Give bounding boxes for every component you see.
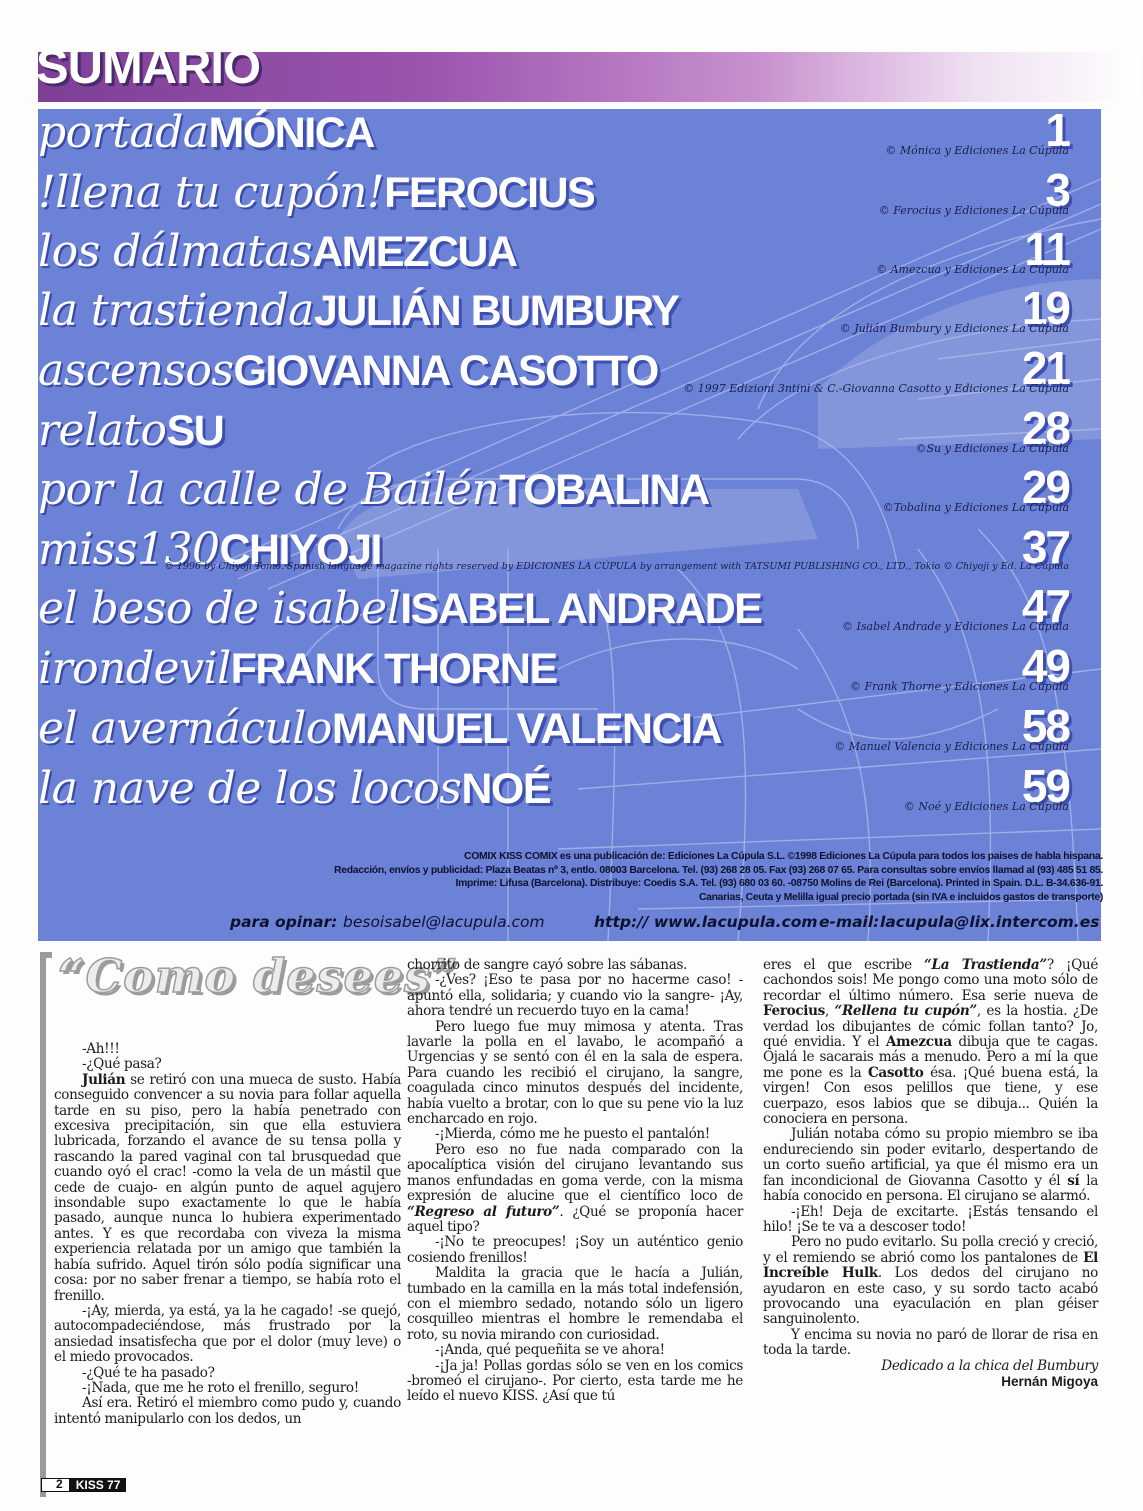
toc-credit: ©Tobalina y Ediciones La Cúpula	[882, 501, 1069, 514]
author-signature: Hernán Migoya	[1001, 1373, 1098, 1389]
toc-author: GIOVANNA CASOTTO	[233, 347, 658, 395]
toc-entry[interactable]	[38, 760, 1101, 829]
toc-series: el beso de isabel	[38, 583, 401, 634]
paragraph	[407, 1143, 743, 1235]
imprint-line: Redacción, envíos y publicidad: Plaza Beatas nº 3, entlo. 08003 Barcelona. Tel. (93) 268 28 05. Fax (93) 268 07 65. Para consultas sobre envíos llamad al (93) 485 51 85.	[334, 864, 1103, 876]
toc-series: ascensos	[38, 345, 234, 396]
toc-author: SU	[166, 407, 224, 455]
paragraph	[763, 958, 1098, 1127]
paragraph: Así era. Retiró el miembro como pudo y, cuando intentó manipularlo con los dedos, un	[54, 1395, 401, 1427]
paragraph	[763, 1235, 1098, 1327]
toc-entry[interactable]	[38, 461, 1101, 530]
magazine-issue: KISS 77	[70, 1478, 127, 1492]
paragraph: -¡Anda, qué pequeñita se ve ahora!	[435, 1342, 665, 1359]
paragraph: -¿Qué pasa?	[82, 1056, 162, 1073]
email-label: e-mail:	[819, 913, 880, 931]
bold-name: Julián	[82, 1071, 126, 1088]
opinar-email-link[interactable]: besoisabel@lacupula.com	[343, 913, 545, 931]
toc-entry[interactable]	[38, 580, 1101, 649]
paragraph-text: , es la hostia. ¿De verdad los dibujantes de cómic follan tanto? Jo, qué envidia. Y el	[763, 1003, 1098, 1051]
toc-author: JULIÁN BUMBURY	[313, 287, 679, 335]
toc-author: FRANK THORNE	[230, 645, 557, 693]
paragraph-text: la había conocido en persona. El cirujano se alarmó.	[763, 1172, 1098, 1205]
paragraph-text: ? ¡Qué cachondos sois! Me pongo como una moto sólo de recordar el último número. Esa serie nueva de	[763, 957, 1099, 1004]
toc-entry[interactable]	[38, 342, 1101, 411]
toc-author: TOBALINA	[499, 466, 709, 514]
paragraph: Maldita la gracia que le hacía a Julián, tumbado en la camilla en la más total indefensión, con el miembro sedado, notando sólo un ligero cosquilleo mientras el hombre le remendaba el roto, su novia mirando con curiosidad.	[407, 1265, 743, 1343]
toc-series: el avernáculo	[38, 703, 332, 754]
paragraph: chorrito de sangre cayó sobre las sábanas.	[407, 957, 688, 973]
paragraph: -¡Ja ja! Pollas gordas sólo se ven en los comics -bromeó el cirujano-. Por cierto, esta tarde me he leído el nuevo KISS. ¿Así que tú	[407, 1357, 743, 1405]
toc-entry[interactable]	[38, 402, 1101, 471]
toc-credit: © Frank Thorne y Ediciones La Cúpula	[850, 680, 1069, 693]
toc-series: irondevil	[38, 643, 231, 694]
imprint-block	[334, 850, 1103, 904]
contact-email-link[interactable]: lacupula@lix.intercom.es	[880, 913, 1100, 931]
page-title: SUMARIO	[36, 41, 261, 94]
page-number: 2	[41, 1478, 70, 1492]
paragraph-text: Pero no pudo evitarlo. Su polla creció y creció, y el remiendo se abrió como los pantalones de	[763, 1234, 1098, 1266]
article-column-3	[763, 958, 1098, 1389]
toc-page-number: 59	[1021, 760, 1069, 812]
toc-series: miss130	[38, 524, 220, 575]
toc-credit: © Mónica y Ediciones La Cúpula	[885, 144, 1069, 157]
dedication: Dedicado a la chica del Bumbury	[881, 1357, 1098, 1374]
toc-author: MÓNICA	[208, 109, 374, 157]
paragraph	[763, 1127, 1098, 1204]
toc-page-number: 19	[1021, 282, 1069, 334]
article-column-2	[407, 958, 743, 1405]
article-title: “Como desees”	[52, 946, 464, 1006]
paragraph: -¡Nada, que me he roto el frenillo, seguro!	[82, 1379, 359, 1396]
imprint-line: Canarias, Ceuta y Melilla igual precio portada (sin IVA e incluidos gastos de transporte)	[698, 891, 1103, 903]
contact-row	[230, 913, 1098, 937]
paragraph-text: eres el que escribe	[763, 957, 925, 973]
paragraph-text: se retiró con una mueca de susto. Había conseguido convencer a su novia para follar aquella tarde en su piso, pero la había penetrado con excesiva precipitación, sin que ella estuviera lubricada, forzando el avance de su tensa polla y rascando la pared vaginal con tal brusquedad que cuando oyó el crac! -como la vela de un mástil que cede de cuajo- en algún punto de aquel agujero insondable supo exactamente lo que le había pasado, aunque nunca lo hubiera experimentado antes. Y es que recordaba con viveza la misma experiencia relatada por un amigo que también la había sufrido. Aquel tirón sólo podía significar una cosa: por no saber frenar a tiempo, se había roto el frenillo.	[54, 1071, 401, 1304]
toc-credit: © Ferocius y Ediciones La Cúpula	[878, 204, 1069, 217]
paragraph: -¡Mierda, cómo me he puesto el pantalón!	[435, 1126, 710, 1143]
toc-page-number: 58	[1021, 700, 1069, 752]
toc-entry[interactable]	[38, 700, 1101, 769]
paragraph	[54, 1073, 401, 1304]
toc-series: la trastienda	[38, 285, 314, 336]
toc-credit: ©Su y Ediciones La Cúpula	[915, 442, 1069, 455]
toc-credit: © 1997 Edizioni 3ntini & C.-Giovanna Casotto y Ediciones La Cúpula	[683, 382, 1069, 395]
bold-name: Amezcua	[885, 1034, 952, 1051]
toc-page-number: 49	[1021, 640, 1069, 692]
imprint-line: Imprime: Lifusa (Barcelona). Distribuye: Coedis S.A. Tel. (93) 680 03 60. -08750 Molins de Rei (Barcelona). Printed in Spain. D.L. B-34.636-91.	[455, 878, 1103, 889]
toc-series: portada	[38, 109, 209, 158]
series-title: “Rellena tu cupón”	[834, 1003, 977, 1020]
toc-entry[interactable]	[38, 640, 1101, 709]
toc-credit: © Noé y Ediciones La Cúpula	[903, 800, 1069, 813]
toc-credit: © Julián Bumbury y Ediciones La Cúpula	[839, 322, 1069, 335]
bold-name: Ferocius	[763, 1003, 825, 1020]
paragraph-text: Julián notaba cómo su propio miembro se iba endureciendo sin poder evitarlo, despertando de un corto sueño artificial, ya que él mismo era un fan incondicional de Giovanna Casotto y él	[763, 1126, 1098, 1189]
paragraph: Pero luego fue muy mimosa y atenta. Tras lavarle la polla en el lavabo, le acompañó a Urgencias y se sentó con él en la sala de espera. Para cuando les recibió el cirujano, la sangre, coagulada cinco minutos después del incidente, había vuelto a brotar, con lo que su pene vio la luz encharcado en rojo.	[407, 1018, 743, 1128]
paragraph: -¡Eh! Deja de excitarte. ¡Estás tensando el hilo! ¡Se te va a descoser todo!	[763, 1203, 1098, 1235]
toc-author: CHIYOJI	[219, 526, 381, 574]
imprint-line: COMIX KISS COMIX es una publicación de: Ediciones La Cúpula S.L. ©1998 Ediciones La Cúpula para todos los paises de habla hispana.	[463, 851, 1103, 862]
paragraph-text: ésa. ¡Qué buena está, la virgen! Con esos pelillos que tiene, y ese cuerpazo, esos labios que se dibuja... Quién la conociera en persona.	[763, 1064, 1098, 1128]
toc-entry[interactable]	[38, 282, 1101, 351]
paragraph: Y encima su novia no paró de llorar de risa en toda la tarde.	[763, 1326, 1098, 1359]
toc-page-number: 37	[1021, 521, 1069, 573]
toc-series: los dálmatas	[38, 226, 313, 277]
toc-entry[interactable]	[38, 164, 1101, 233]
paragraph-text: ,	[824, 1003, 835, 1020]
website-link[interactable]: http:// www.lacupula.com	[594, 913, 818, 931]
toc-series: la nave de los locos	[38, 763, 462, 814]
toc-author: NOÉ	[461, 765, 551, 813]
paragraph-text: dibuja que te cagas. Ojalá le sacarais más a menudo. Pero a mí la que me pone es la	[763, 1034, 1099, 1081]
toc-entry[interactable]	[38, 223, 1101, 292]
paragraph: -¿Ves? ¡Eso te pasa por no hacerme caso! -apuntó ella, solidaria; y cuando vio la sangre- ¡Ay, ahora tendré un recuerdo tuyo en la cama!	[407, 972, 743, 1020]
toc-credit: © Amezcua y Ediciones La Cúpula	[876, 263, 1069, 276]
toc-credit: © Isabel Andrade y Ediciones La Cúpula	[842, 620, 1069, 633]
paragraph: -¿Qué te ha pasado?	[82, 1364, 215, 1381]
opinar-label: para opinar:	[230, 913, 338, 931]
toc-page-number: 29	[1021, 461, 1069, 513]
series-title: “La Trastienda”	[924, 957, 1047, 973]
paragraph-text: . Los dedos del cirujano no ayudaron en este caso, y su sordo tacto acabó provocando una eyaculación en plan géiser sanguinolento.	[763, 1265, 1098, 1328]
paragraph: -Ah!!!	[82, 1041, 120, 1057]
toc-page-number: 21	[1021, 342, 1069, 394]
toc-page-number: 11	[1024, 223, 1069, 275]
toc-page-number: 1	[1045, 109, 1069, 156]
toc-entry[interactable]	[38, 111, 1101, 173]
toc-author: FEROCIUS	[384, 169, 595, 217]
toc-author: ISABEL ANDRADE	[400, 585, 762, 633]
toc-page-number: 3	[1045, 164, 1069, 216]
toc-page-number: 47	[1021, 580, 1069, 632]
paragraph-text: Pero eso no fue nada comparado con la apocalíptica visión del cirujano levantando sus manos enfundadas en goma verde, con la misma expresión de alucine que el científico loco de	[407, 1141, 743, 1205]
toc-credit: © 1996 by Chiyoji Tomo. Spanish language magazine rights reserved by EDICIONES LA CÚPULA by arrangement with TATSUMI PUBLISHING CO., LTD., Tokio © Chiyoji y Ed. La Cúpula	[164, 561, 1069, 572]
article-column-1	[54, 1042, 401, 1427]
bold-word: sí	[1067, 1172, 1080, 1189]
paragraph: -¡Ay, mierda, ya está, ya la he cagado! -se quejó, autocompadeciéndose, más frustrado por la ansiedad insatisfecha que por el dolor (muy leve) o el miedo provocados.	[54, 1302, 401, 1366]
toc-series: por la calle de Bailén	[38, 464, 500, 515]
film-title: “Regreso al futuro”	[407, 1203, 560, 1220]
toc-series: !llena tu cupón!	[38, 167, 385, 218]
paragraph-text: . ¿Qué se proponía hacer aquel tipo?	[407, 1203, 744, 1235]
bold-name: Casotto	[867, 1064, 924, 1081]
toc-entry[interactable]	[38, 521, 1101, 590]
toc-credit: © Manuel Valencia y Ediciones La Cúpula	[834, 740, 1069, 753]
bold-name: El Increíble Hulk	[763, 1249, 1098, 1282]
toc-series: relato	[38, 405, 167, 456]
table-of-contents	[38, 109, 1101, 941]
folio	[41, 1478, 126, 1492]
paragraph: -¡No te preocupes! ¡Soy un auténtico genio cosiendo frenillos!	[407, 1234, 743, 1266]
toc-author: AMEZCUA	[312, 228, 517, 276]
toc-page-number: 28	[1021, 402, 1069, 454]
toc-author: MANUEL VALENCIA	[331, 705, 722, 753]
